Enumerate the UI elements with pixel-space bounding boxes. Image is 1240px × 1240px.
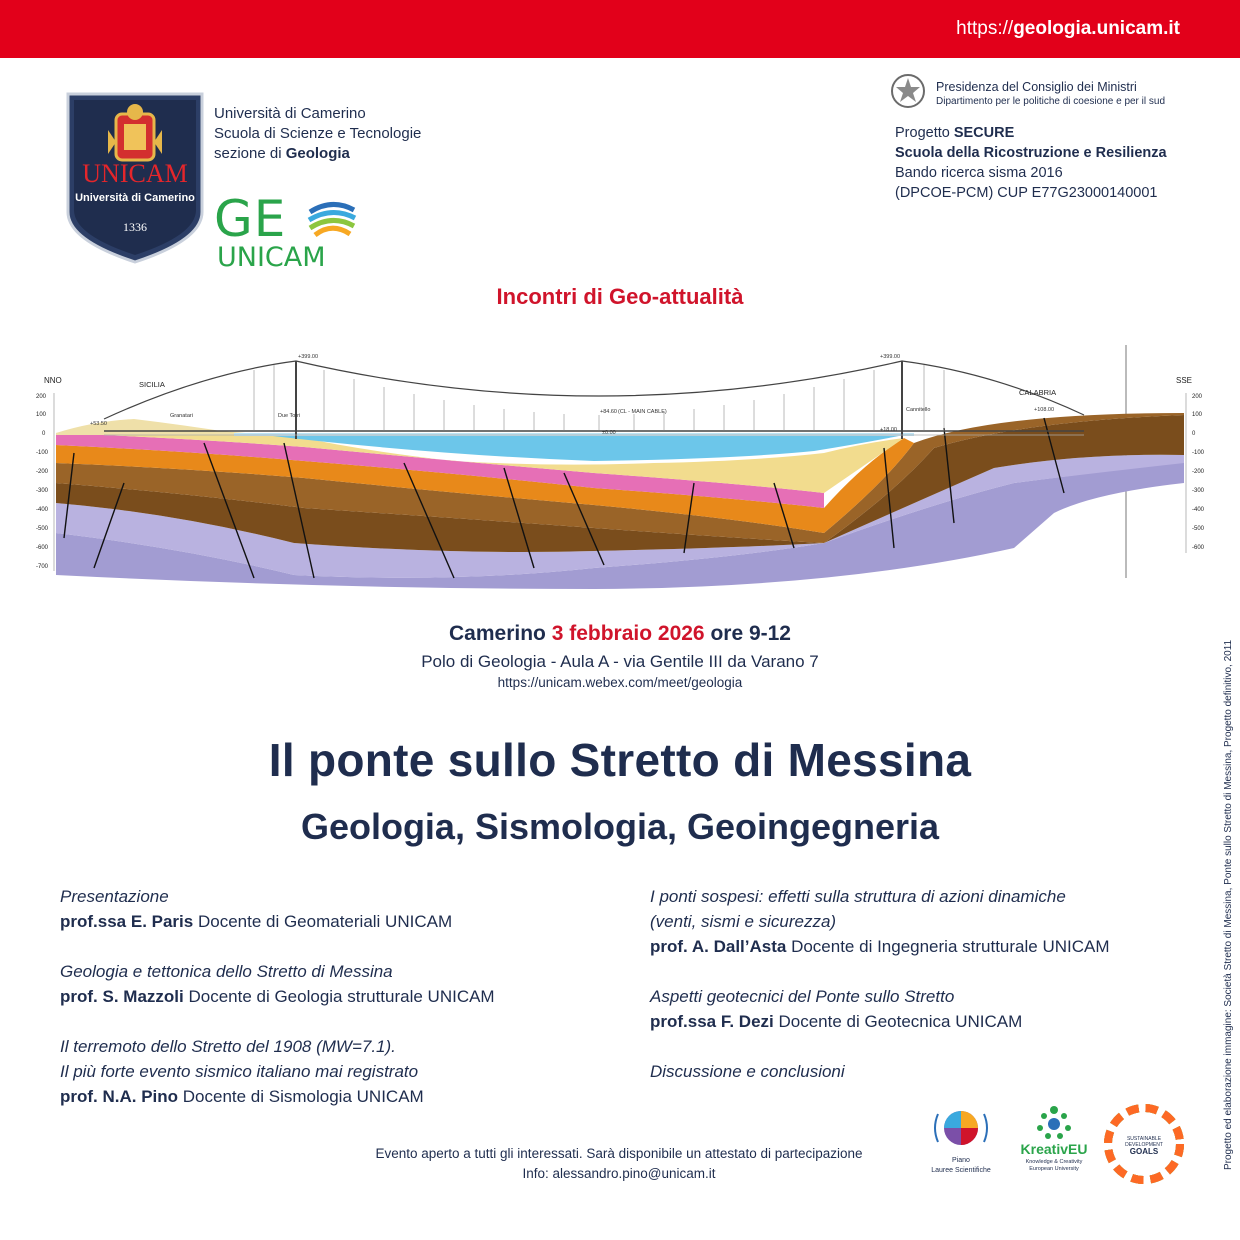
header-bar bbox=[0, 0, 1240, 58]
svg-text:100: 100 bbox=[36, 412, 47, 418]
svg-text:-500: -500 bbox=[1192, 526, 1205, 532]
svg-text:100: 100 bbox=[1192, 412, 1203, 418]
sdg-logo bbox=[1104, 1104, 1184, 1184]
svg-text:-600: -600 bbox=[1192, 545, 1205, 551]
svg-text:-500: -500 bbox=[36, 526, 49, 532]
svg-text:GOALS: GOALS bbox=[1129, 1147, 1159, 1156]
program-item: Discussione e conclusioni bbox=[650, 1062, 845, 1081]
event-datetime: Camerino 3 febbraio 2026 ore 9-12 bbox=[449, 622, 791, 645]
svg-text:SUSTAINABLE: SUSTAINABLE bbox=[1126, 1136, 1162, 1142]
program-left-column bbox=[60, 884, 620, 1134]
svg-text:Granatari: Granatari bbox=[170, 413, 193, 419]
university-name-block bbox=[214, 104, 421, 164]
program-item: I ponti sospesi: effetti sulla struttura di azioni dinamiche (venti, sismi e sicurezza) prof. A. Dall’Asta Docente di Ingegneria strutturale UNICAM bbox=[650, 887, 1110, 956]
footer-contact[interactable]: Info: alessandro.pino@unicam.it bbox=[522, 1166, 716, 1181]
left-depth-axis bbox=[36, 394, 49, 570]
svg-text:1336: 1336 bbox=[123, 220, 147, 234]
svg-text:SICILIA: SICILIA bbox=[139, 380, 165, 389]
svg-text:+108.00: +108.00 bbox=[1034, 407, 1055, 413]
svg-text:-300: -300 bbox=[1192, 488, 1205, 494]
webex-link[interactable]: https://unicam.webex.com/meet/geologia bbox=[497, 675, 743, 690]
svg-text:Università di Camerino: Università di Camerino bbox=[75, 192, 195, 204]
unicam-shield-logo bbox=[64, 90, 206, 265]
svg-text:CALABRIA: CALABRIA bbox=[1019, 388, 1057, 397]
svg-text:+399.00: +399.00 bbox=[298, 354, 319, 360]
image-credit: Progetto ed elaborazione immagine: Società Stretto di Messina, Ponte sullo Stretto di Messina, Progetto definitivo, 2011 bbox=[1223, 639, 1234, 1170]
svg-text:200: 200 bbox=[36, 394, 47, 400]
svg-text:0: 0 bbox=[42, 431, 46, 437]
svg-text:200: 200 bbox=[1192, 394, 1203, 400]
svg-text:-700: -700 bbox=[36, 564, 49, 570]
page-subtitle: Geologia, Sismologia, Geoingegneria bbox=[300, 806, 940, 847]
bridge-hangers bbox=[254, 365, 944, 431]
school-line: Scuola di Scienze e Tecnologie bbox=[214, 125, 422, 142]
svg-text:NNO: NNO bbox=[44, 376, 62, 385]
footer-note: Evento aperto a tutti gli interessati. Sarà disponibile un attestato di partecipazione bbox=[375, 1146, 863, 1161]
svg-text:0: 0 bbox=[1192, 431, 1196, 437]
program-item: Aspetti geotecnici del Ponte sullo Stretto prof.ssa F. Dezi Docente di Geotecnica UNICAM bbox=[650, 987, 1023, 1031]
svg-text:-200: -200 bbox=[1192, 469, 1205, 475]
svg-text:+18.00: +18.00 bbox=[880, 427, 897, 433]
right-depth-axis bbox=[1192, 394, 1205, 551]
svg-text:DEVELOPMENT: DEVELOPMENT bbox=[1125, 1142, 1163, 1148]
svg-text:Piano: Piano bbox=[952, 1157, 970, 1164]
svg-text:-100: -100 bbox=[36, 450, 49, 456]
svg-text:-600: -600 bbox=[36, 545, 49, 551]
event-location: Polo di Geologia - Aula A - via Gentile III da Varano 7 bbox=[421, 652, 819, 671]
svg-text:-100: -100 bbox=[1192, 450, 1205, 456]
svg-text:KreativEU: KreativEU bbox=[1020, 1141, 1088, 1157]
svg-text:-200: -200 bbox=[36, 469, 49, 475]
program-item: Il terremoto dello Stretto del 1908 (MW=7.1). Il più forte evento sismico italiano mai registrato prof. N.A. Pino Docente di Sismologia UNICAM bbox=[60, 1037, 424, 1106]
svg-text:+84.60: +84.60 bbox=[600, 409, 617, 415]
program-right-column bbox=[650, 884, 1210, 1109]
kreativeu-logo bbox=[1010, 1100, 1098, 1180]
svg-text:European University: European University bbox=[1029, 1166, 1079, 1172]
svg-text:Knowledge & Creativity: Knowledge & Creativity bbox=[1025, 1159, 1083, 1165]
piano-lauree-scientifiche-logo bbox=[924, 1100, 998, 1180]
page-title: Il ponte sullo Stretto di Messina bbox=[268, 734, 972, 786]
svg-text:+53.50: +53.50 bbox=[90, 421, 107, 427]
svg-text:Lauree Scientifiche: Lauree Scientifiche bbox=[931, 1167, 991, 1174]
svg-text:Due Torri: Due Torri bbox=[278, 413, 301, 419]
svg-text:-300: -300 bbox=[36, 488, 49, 494]
svg-text:-400: -400 bbox=[1192, 507, 1205, 513]
svg-text:(CL - MAIN CABLE): (CL - MAIN CABLE) bbox=[618, 409, 667, 415]
program-item: Geologia e tettonica dello Stretto di Messina prof. S. Mazzoli Docente di Geologia strutturale UNICAM bbox=[60, 962, 495, 1006]
geological-cross-section bbox=[34, 343, 1206, 593]
svg-text:±0.00: ±0.00 bbox=[602, 430, 616, 436]
project-block: Progetto SECURE Scuola della Ricostruzione e Resilienza Bando ricerca sisma 2016 (DPCOE-PCM) CUP E77G23000140001 bbox=[895, 125, 1167, 201]
website-link[interactable]: https://geologia.unicam.it bbox=[956, 18, 1180, 39]
svg-text:SSE: SSE bbox=[1176, 376, 1193, 385]
program-item: Presentazione prof.ssa E. Paris Docente di Geomateriali UNICAM bbox=[60, 887, 453, 931]
geo-unicam-logo: GE UNICAM bbox=[214, 190, 364, 276]
event-series-title: Incontri di Geo-attualità bbox=[496, 284, 744, 309]
svg-text:UNICAM: UNICAM bbox=[82, 159, 188, 188]
globe-icon bbox=[306, 192, 358, 244]
university-line: Università di Camerino bbox=[214, 105, 366, 122]
italian-republic-emblem-icon bbox=[890, 72, 926, 110]
svg-text:-400: -400 bbox=[36, 507, 49, 513]
section-line: sezione di Geologia bbox=[214, 145, 350, 162]
svg-text:+399.00: +399.00 bbox=[880, 354, 901, 360]
svg-text:Cannitello: Cannitello bbox=[906, 407, 931, 413]
